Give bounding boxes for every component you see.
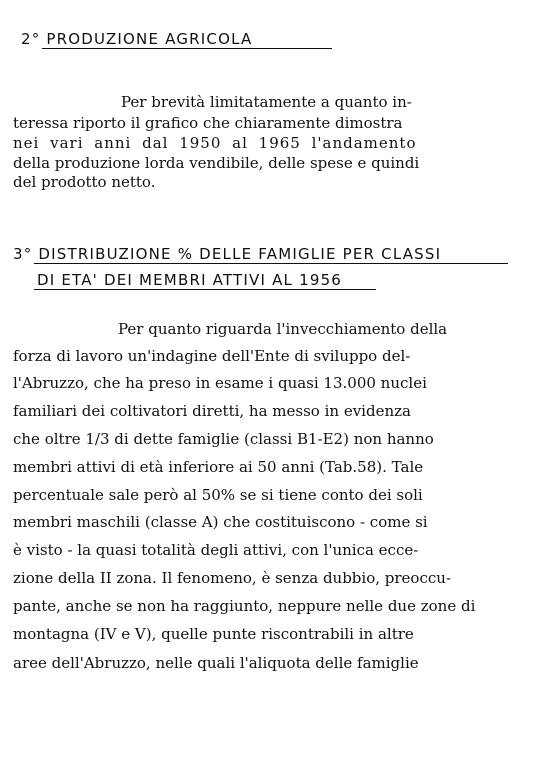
section-2-heading: 2° PRODUZIONE AGRICOLA — [21, 30, 253, 48]
section-3-line-3: l'Abruzzo, che ha preso in esame i quasi 13.000 nuclei — [13, 374, 427, 392]
section-3-heading-line-1: 3° DISTRIBUZIONE % DELLE FAMIGLIE PER CLASSI — [13, 245, 442, 263]
section-2-heading-underline — [42, 48, 332, 49]
section-3-line-2: forza di lavoro un'indagine dell'Ente di sviluppo del- — [13, 347, 411, 365]
section-2-line-1: Per brevità limitatamente a quanto in- — [121, 93, 412, 111]
section-3-line-13: aree dell'Abruzzo, nelle quali l'aliquota delle famiglie — [13, 654, 419, 672]
section-3-line-5: che oltre 1/3 di dette famiglie (classi B1-E2) non hanno — [13, 430, 434, 448]
section-2-line-3: nei vari anni dal 1950 al 1965 l'andamento — [13, 134, 417, 152]
section-3-heading-underline-2 — [34, 289, 376, 290]
section-3-line-4: familiari dei coltivatori diretti, ha messo in evidenza — [13, 402, 411, 420]
section-3-line-7: percentuale sale però al 50% se si tiene conto dei soli — [13, 486, 423, 504]
section-3-heading-line-2: DI ETA' DEI MEMBRI ATTIVI AL 1956 — [37, 271, 343, 289]
section-3-heading-underline-1 — [34, 263, 508, 264]
section-3-line-10: zione della II zona. Il fenomeno, è senza dubbio, preoccu- — [13, 569, 451, 587]
section-3-line-1: Per quanto riguarda l'invecchiamento della — [118, 320, 448, 338]
section-3-line-8: membri maschili (classe A) che costituiscono - come si — [13, 513, 428, 531]
section-2-line-2: teressa riporto il grafico che chiaramente dimostra — [13, 114, 403, 132]
section-3-line-11: pante, anche se non ha raggiunto, neppure nelle due zone di — [13, 597, 476, 615]
section-2-line-5: del prodotto netto. — [13, 173, 156, 191]
section-2-line-4: della produzione lorda vendibile, delle spese e quindi — [13, 154, 420, 172]
section-3-line-9: è visto - la quasi totalità degli attivi, con l'unica ecce- — [13, 541, 419, 559]
section-3-line-6: membri attivi di età inferiore ai 50 anni (Tab.58). Tale — [13, 458, 424, 476]
section-3-line-12: montagna (IV e V), quelle punte riscontrabili in altre — [13, 625, 414, 643]
